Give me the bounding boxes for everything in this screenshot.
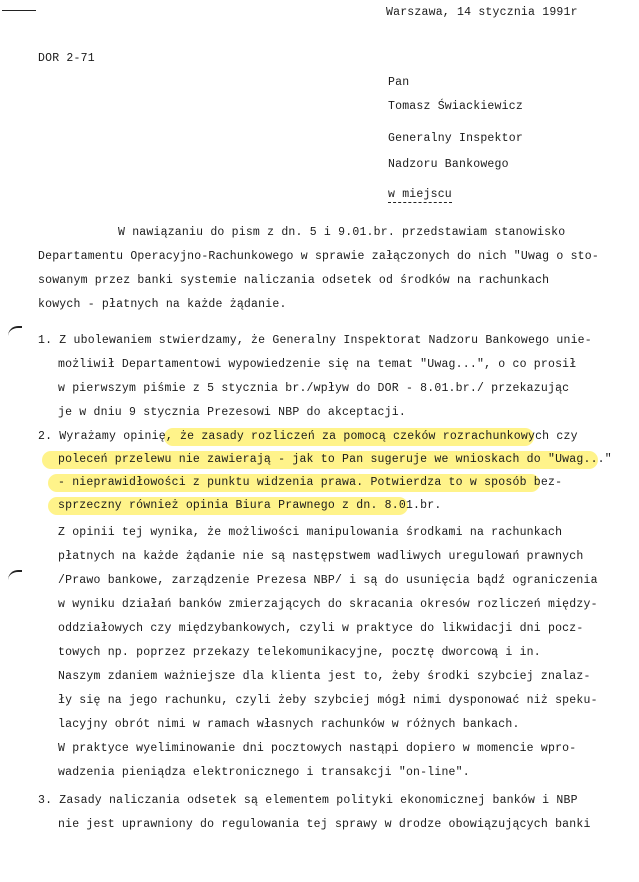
corner-pen-mark (2, 10, 36, 11)
intro-line-2: Departamentu Operacyjno-Rachunkowego w sprawie załączonych do nich "Uwag o sto- (38, 250, 599, 263)
point-2-line-4: sprzeczny również opinia Biura Prawnego z dn. 8.01.br. (58, 499, 442, 512)
point-2b-line-4: w wyniku działań banków zmierzających do skracania okresów rozliczeń między- (58, 598, 598, 611)
point-1-line-3: w pierwszym piśmie z 5 stycznia br./wpływ do DOR - 8.01.br./ przekazując (58, 382, 570, 395)
point-2b-line-5: oddziałowych czy międzybankowych, czyli w praktyce do likwidacji dni pocz- (58, 622, 584, 635)
intro-line-1: W nawiązaniu do pism z dn. 5 i 9.01.br. przedstawiam stanowisko (118, 226, 566, 239)
point-2-line-1: 2. Wyrażamy opinię, że zasady rozliczeń za pomocą czeków rozrachunkowych czy (38, 430, 578, 443)
recipient-location: w miejscu (388, 188, 452, 201)
letter-date: Warszawa, 14 stycznia 1991r (386, 6, 578, 19)
point-3-line-2: nie jest uprawniony do regulowania tej sprawy w drodze obowiązujących banki (58, 818, 591, 831)
point-2b-line-11: wadzenia pieniądza elektronicznego i transakcji "on-line". (58, 766, 470, 779)
point-2b-line-10: W praktyce wyeliminowanie dni pocztowych nastąpi dopiero w momencie wpro- (58, 742, 577, 755)
point-2b-line-2: płatnych na każde żądanie nie są następstwem wadliwych uregulowań prawnych (58, 550, 584, 563)
intro-line-4: kowych - płatnych na każde żądanie. (38, 298, 287, 311)
point-2b-line-6: towych np. poprzez przekazy telekomunikacyjne, pocztę dworcową i in. (58, 646, 541, 659)
point-2b-line-3: /Prawo bankowe, zarządzenie Prezesa NBP/ i są do usunięcia bądź ograniczenia (58, 574, 598, 587)
point-2-line-3: - nieprawidłowości z punktu widzenia prawa. Potwierdza to w sposób bez- (58, 476, 563, 489)
point-2b-line-9: lacyjny obrót nimi w ramach własnych rachunków w różnych bankach. (58, 718, 520, 731)
point-3-line-1: 3. Zasady naliczania odsetek są elementem polityki ekonomicznej banków i NBP (38, 794, 578, 807)
recipient-salutation: Pan (388, 76, 410, 89)
point-2b-line-1: Z opinii tej wynika, że możliwości manipulowania środkami na rachunkach (58, 526, 563, 539)
margin-tick-mark (8, 570, 22, 580)
point-1-line-4: je w dniu 9 stycznia Prezesowi NBP do akceptacji. (58, 406, 406, 419)
intro-line-3: sowanym przez banki systemie naliczania odsetek od środków na rachunkach (38, 274, 550, 287)
point-2-line-2: poleceń przelewu nie zawierają - jak to Pan sugeruje we wnioskach do "Uwag..." (58, 453, 612, 466)
recipient-name: Tomasz Świackiewicz (388, 100, 523, 113)
point-2b-line-7: Naszym zdaniem ważniejsze dla klienta jest to, żeby środki szybciej znalaz- (58, 670, 591, 683)
recipient-office: Nadzoru Bankowego (388, 158, 509, 171)
point-2b-line-8: ły się na jego rachunku, czyli żeby szybciej mógł nimi dysponować niż speku- (58, 694, 598, 707)
recipient-title: Generalny Inspektor (388, 132, 523, 145)
margin-tick-mark (8, 326, 22, 336)
point-1-line-1: 1. Z ubolewaniem stwierdzamy, że Generalny Inspektorat Nadzoru Bankowego uniе- (38, 334, 592, 347)
point-1-line-2: możliwił Departamentowi wypowiedzenie się na temat "Uwag...", o co prosił (58, 358, 577, 371)
reference-number: DOR 2-71 (38, 52, 95, 65)
